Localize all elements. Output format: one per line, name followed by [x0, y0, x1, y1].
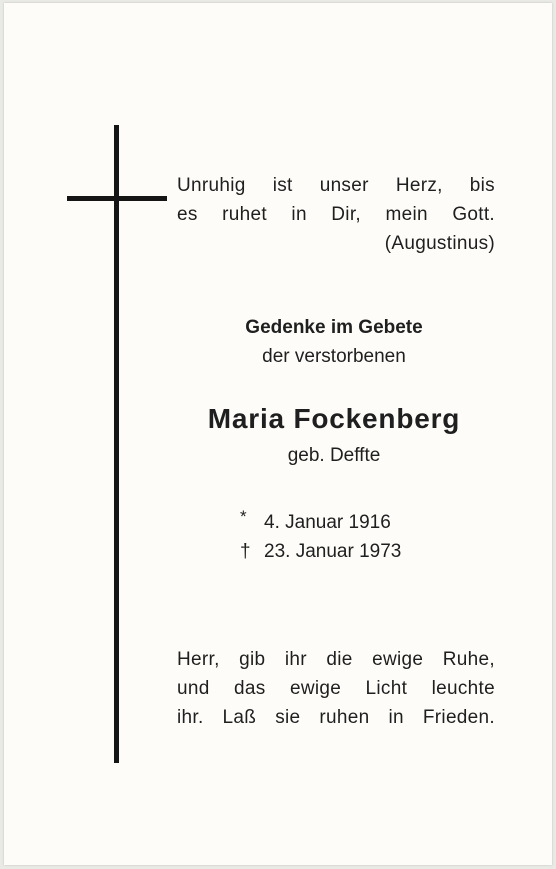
cross-horizontal-bar — [67, 196, 167, 201]
prayer-word: die — [326, 649, 353, 670]
birth-date-row — [240, 508, 401, 537]
prayer-word: ewige — [372, 649, 424, 670]
quote-word: ist — [272, 175, 293, 196]
remembrance-heading-block — [184, 313, 484, 371]
prayer-line-1 — [177, 645, 495, 674]
quote-word: unser — [319, 175, 369, 196]
quote-block — [177, 171, 495, 258]
prayer-word: ihr — [284, 649, 307, 670]
cross-vertical-bar — [114, 125, 119, 763]
quote-word: Unruhig — [177, 175, 246, 196]
prayer-word: und — [177, 678, 210, 699]
birth-name: geb. Deffte — [287, 445, 381, 466]
prayer-word: ruhen — [319, 707, 370, 728]
life-dates — [240, 508, 401, 566]
prayer-word: sie — [275, 707, 301, 728]
prayer-word: Ruhe, — [442, 649, 495, 670]
quote-line-1 — [177, 171, 495, 200]
quote-word: Herz, — [395, 175, 443, 196]
prayer-line-3 — [177, 703, 495, 732]
prayer-line-2 — [177, 674, 495, 703]
quote-line-2 — [177, 200, 495, 229]
prayer-word: Herr, — [177, 649, 220, 670]
death-date-row — [240, 537, 401, 566]
prayer-word: Laß — [222, 707, 257, 728]
prayer-word: in — [388, 707, 404, 728]
deceased-name: Maria Fockenberg — [207, 403, 461, 434]
quote-word: es — [177, 204, 198, 225]
memorial-card — [4, 3, 552, 865]
quote-word: Dir, — [331, 204, 361, 225]
remembrance-subheading: der verstorbenen — [262, 346, 406, 367]
death-date: 23. Januar 1973 — [264, 541, 402, 562]
prayer-word: leuchte — [431, 678, 495, 699]
quote-author: (Augustinus) — [384, 233, 495, 254]
prayer-block — [177, 645, 495, 732]
quote-word: ruhet — [222, 204, 267, 225]
prayer-word: ewige — [289, 678, 342, 699]
quote-word: Gott. — [452, 204, 495, 225]
birth-symbol: * — [240, 507, 247, 526]
prayer-word: gib — [239, 649, 266, 670]
quote-word: bis — [469, 175, 495, 196]
prayer-word: das — [234, 678, 266, 699]
quote-word: in — [291, 204, 307, 225]
prayer-word: Frieden. — [422, 707, 495, 728]
birth-date: 4. Januar 1916 — [264, 512, 391, 533]
prayer-word: Licht — [365, 678, 408, 699]
death-symbol: † — [240, 541, 251, 562]
remembrance-heading: Gedenke im Gebete — [245, 317, 423, 338]
prayer-word: ihr. — [177, 707, 204, 728]
quote-word: mein — [385, 204, 428, 225]
